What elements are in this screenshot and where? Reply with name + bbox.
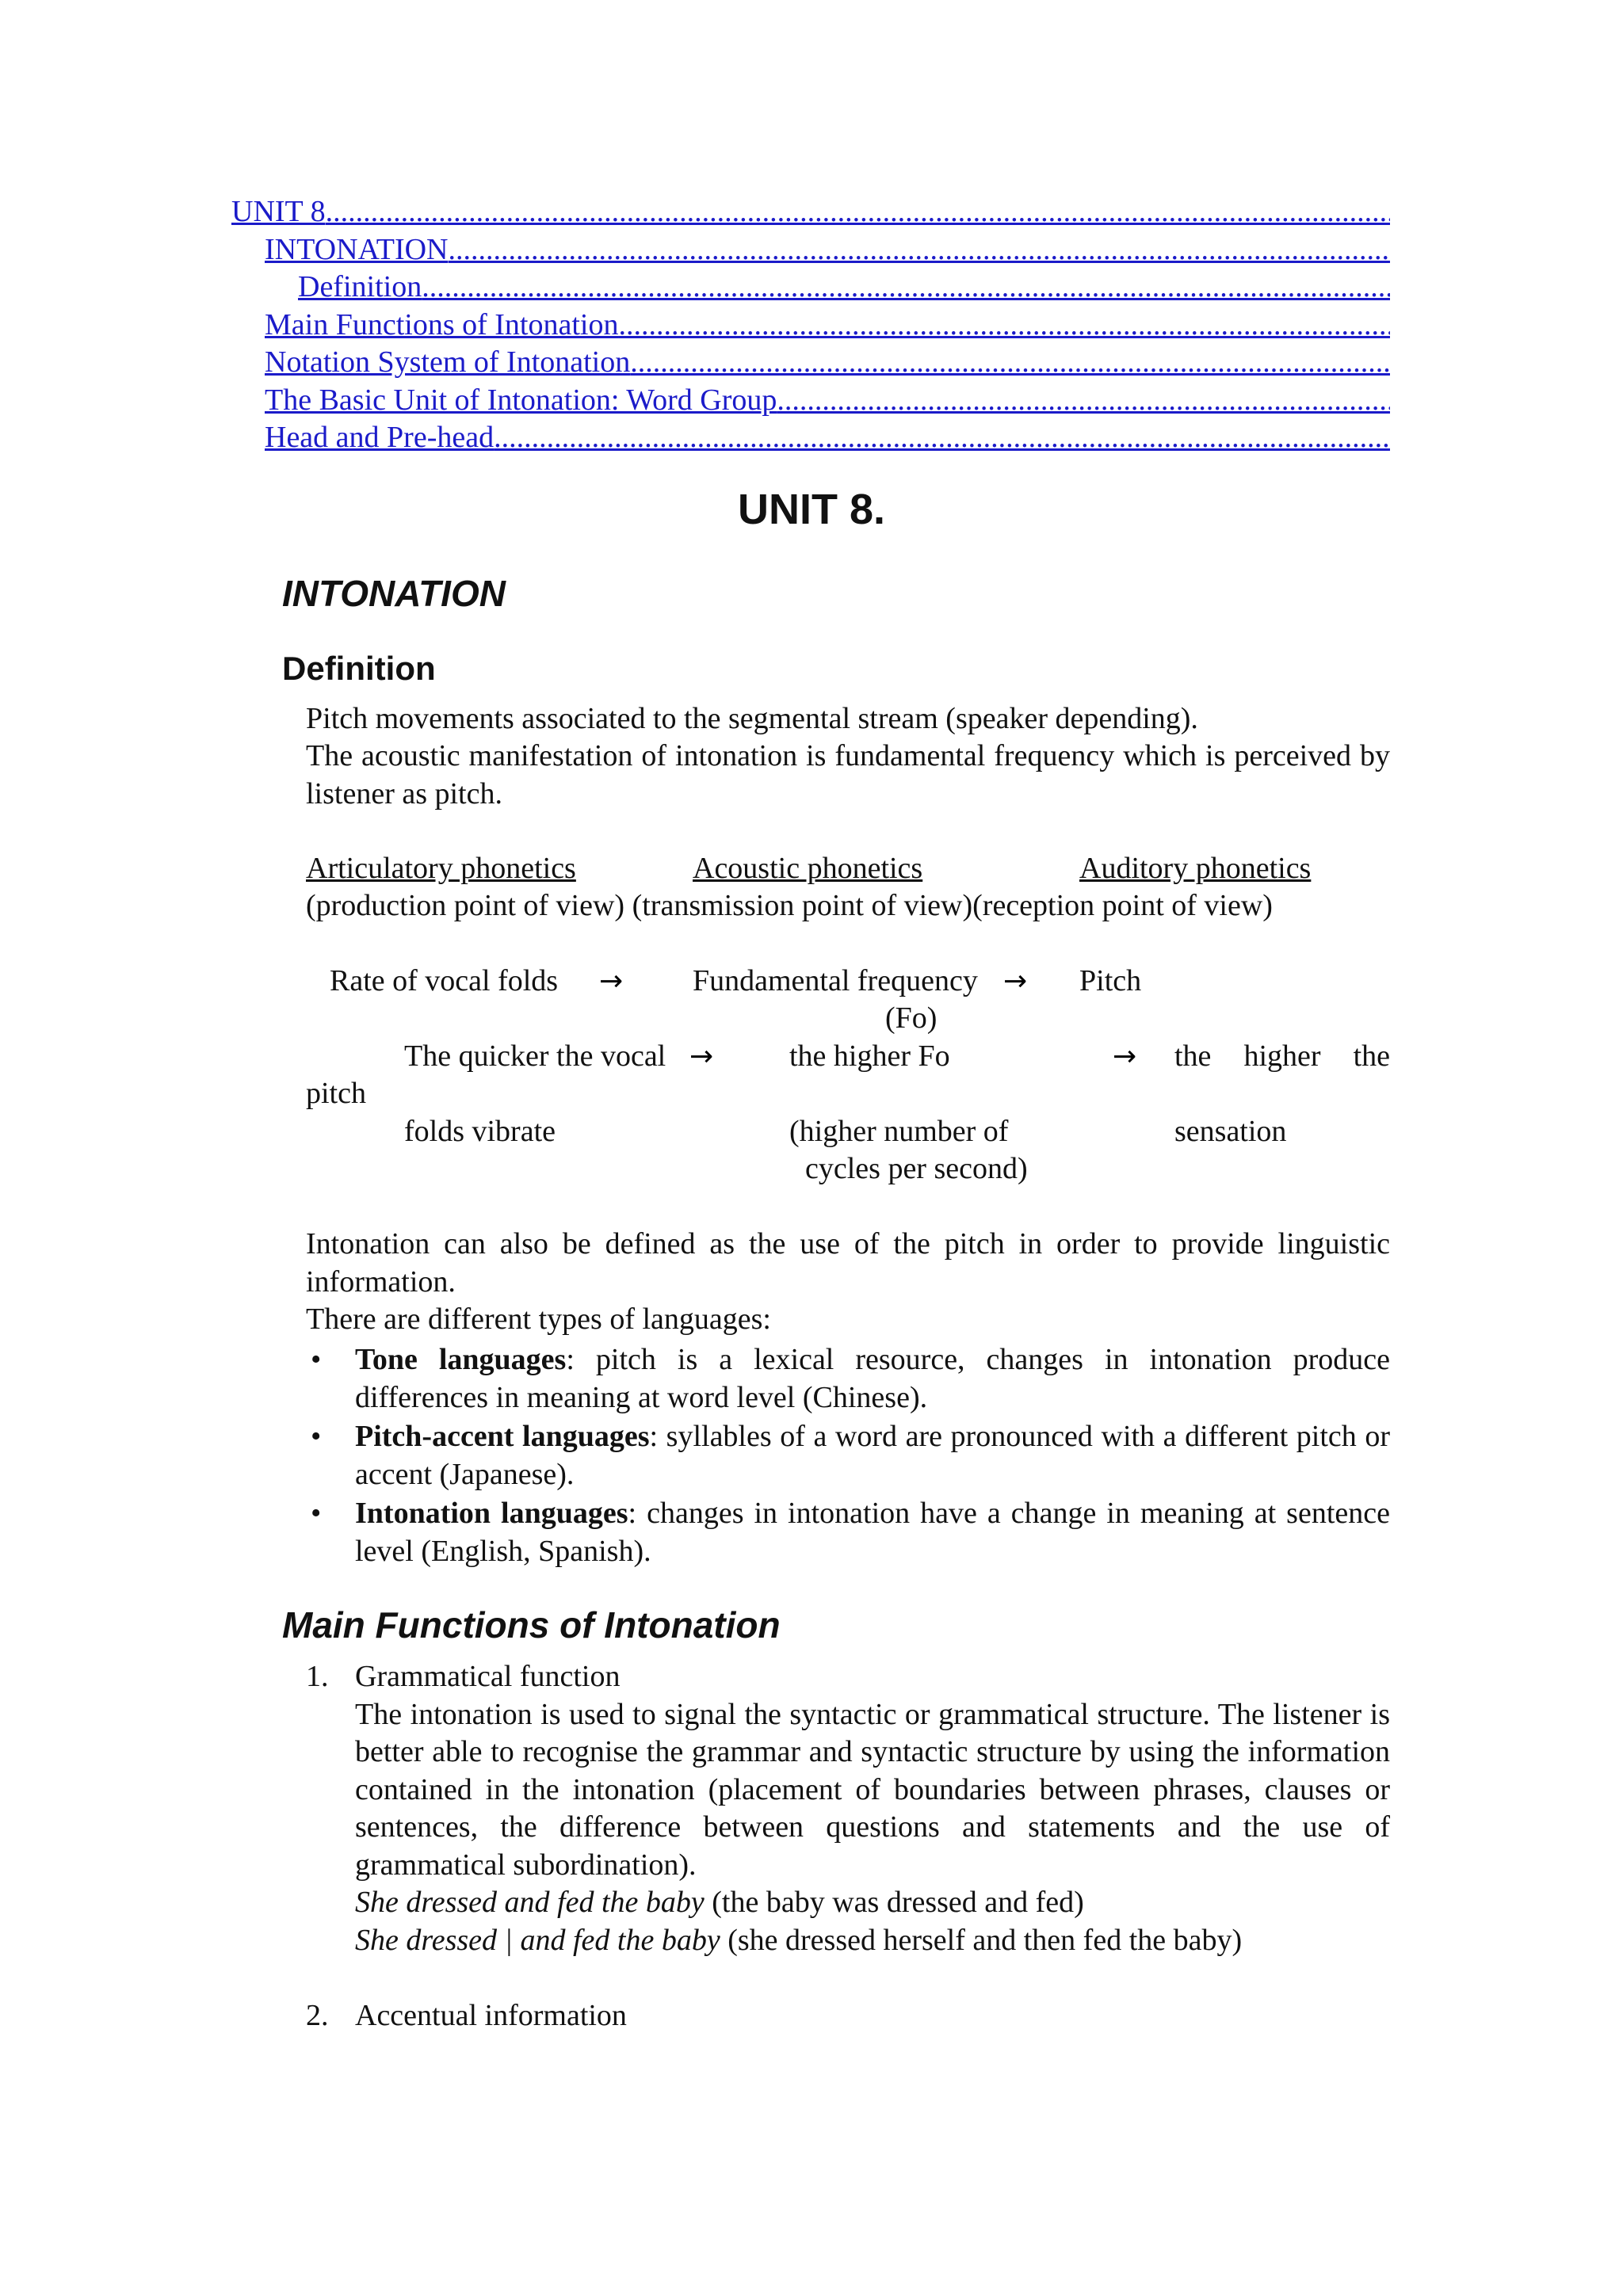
diagram-folds-vibrate: folds vibrate <box>404 1115 556 1148</box>
diagram-higher-the: the higher the <box>1174 1039 1390 1073</box>
definition-line: Pitch movements associated to the segmental stream (speaker depending). <box>306 702 1198 735</box>
bullet-icon: • <box>311 1343 322 1376</box>
bullet-icon: • <box>311 1497 322 1530</box>
bullet-icon: • <box>311 1420 322 1453</box>
section-title-intonation: INTONATION <box>282 573 506 614</box>
example-1: She dressed and fed the baby (the baby was dressed and fed) <box>355 1886 1084 1919</box>
function-title-accentual: Accentual information <box>355 1998 627 2032</box>
function-title-grammatical: Grammatical function <box>355 1660 621 1693</box>
toc-entry-main-functions[interactable]: Main Functions of Intonation ..... <box>231 307 1390 345</box>
toc-entry-basic-unit[interactable]: The Basic Unit of Intonation: Word Group ..... <box>231 382 1390 420</box>
toc-entry-definition[interactable]: Definition ..... <box>231 269 1390 307</box>
arrow-icon: → <box>1003 965 1028 997</box>
label-articulatory-phonetics: Articulatory phonetics <box>306 852 576 885</box>
label-acoustic-phonetics: Acoustic phonetics <box>693 852 923 885</box>
diagram-higher-number: (higher number of <box>789 1115 1009 1148</box>
heading-definition: Definition <box>282 650 436 687</box>
diagram-pitch: Pitch <box>1079 964 1142 997</box>
diagram-rate-of-vocal-folds: Rate of vocal folds <box>330 964 559 997</box>
list-item: • Tone languages: pitch is a lexical resource, changes in intonation produce differences in meaning at word level (Chinese). <box>311 1343 1390 1414</box>
diagram-cycles: cycles per second) <box>805 1152 1028 1185</box>
arrow-icon: → <box>599 965 624 997</box>
toc-entry-notation-system[interactable]: Notation System of Intonation ..... <box>231 344 1390 382</box>
function-body-grammatical: The intonation is used to signal the syntactic or grammatical structure. The listener is better able to recognise the grammar and syntactic structure by using the information contained in the intonation (placement of boundaries between phrases, clauses or sentences, the difference between questions and statements and the use of grammatical subordination). <box>355 1697 1390 1882</box>
toc-entry-unit-8[interactable]: UNIT 8 ..... <box>231 193 1390 231</box>
diagram-higher-fo: the higher Fo <box>789 1039 950 1073</box>
item-number: 2. <box>306 1998 329 2032</box>
diagram-pitch-wrap: pitch <box>306 1077 366 1110</box>
label-auditory-phonetics: Auditory phonetics <box>1079 852 1312 885</box>
example-2: She dressed | and fed the baby (she dressed herself and then fed the baby) <box>355 1923 1243 1957</box>
arrow-icon: → <box>689 1040 714 1073</box>
item-number: 1. <box>306 1660 329 1693</box>
section-title-main-functions: Main Functions of Intonation <box>282 1604 781 1646</box>
main-functions-list <box>306 1658 1390 2035</box>
list-item <box>306 1658 1390 1959</box>
definition-paragraph: The acoustic manifestation of intonation is fundamental frequency which is perceived by listener as pitch. <box>306 739 1390 810</box>
toc-entry-intonation[interactable]: INTONATION ..... <box>231 231 1390 269</box>
language-types-intro: There are different types of languages: <box>306 1302 771 1336</box>
list-item: • Pitch-accent languages: syllables of a word are pronounced with a different pitch or accent (Japanese). <box>311 1420 1390 1491</box>
list-item <box>306 1997 1390 2035</box>
table-of-contents <box>231 193 1390 457</box>
language-types-list <box>306 1341 1390 1572</box>
diagram-fo: (Fo) <box>885 1001 938 1035</box>
phonetics-points-of-view: (production point of view) (transmission point of view)(reception point of view) <box>306 889 1273 922</box>
arrow-icon: → <box>1113 1040 1137 1073</box>
diagram-quicker-vocal: The quicker the vocal <box>404 1039 666 1073</box>
intonation-definition-paragraph: Intonation can also be defined as the use of the pitch in order to provide linguistic information. <box>306 1227 1390 1299</box>
list-item: • Intonation languages: changes in intonation have a change in meaning at sentence level (English, Spanish). <box>311 1497 1390 1568</box>
diagram-sensation: sensation <box>1174 1115 1287 1148</box>
unit-title: UNIT 8. <box>737 486 886 533</box>
toc-entry-head-pre-head[interactable]: Head and Pre-head ..... <box>231 419 1390 457</box>
diagram-fundamental-frequency: Fundamental frequency <box>693 964 978 997</box>
